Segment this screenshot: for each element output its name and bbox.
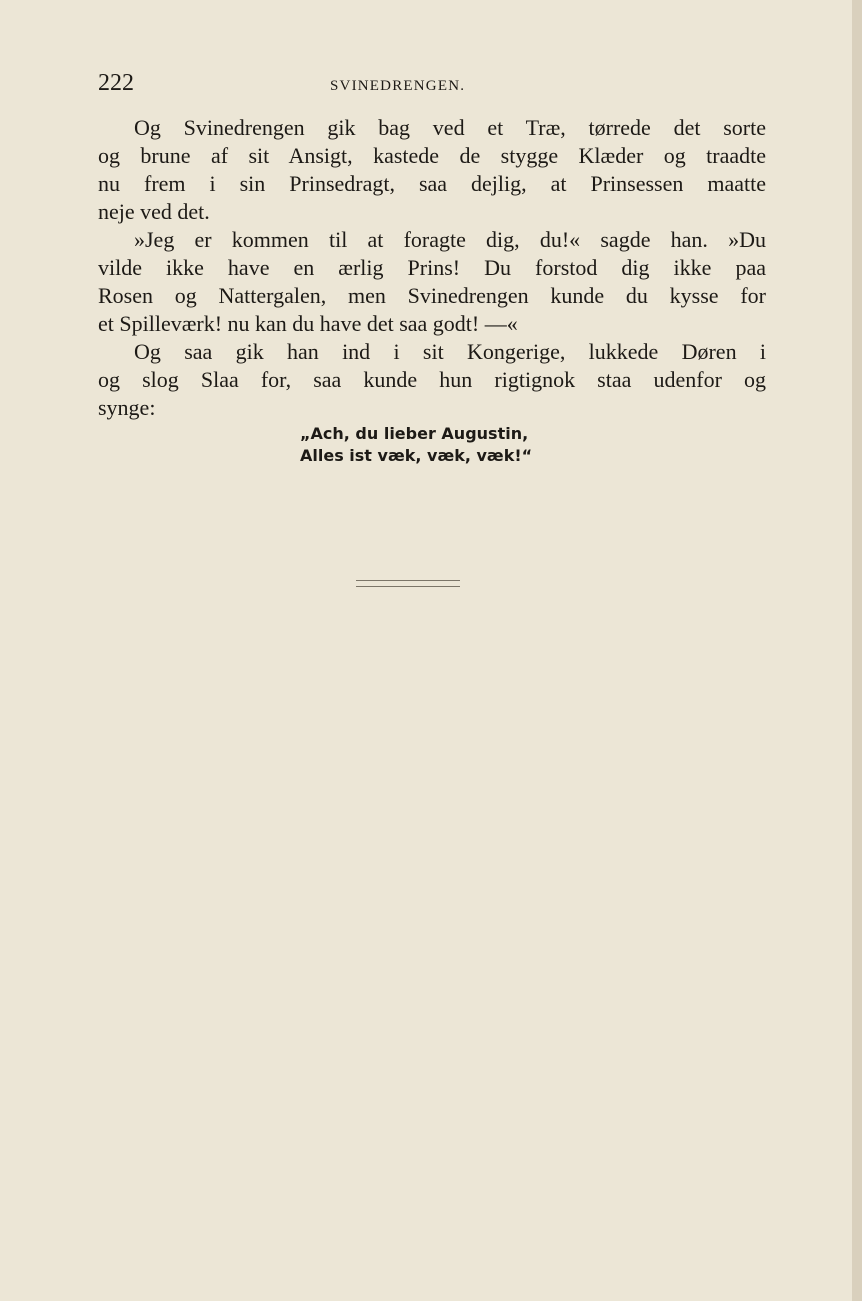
text-line: »Jeg er kommen til at foragte dig, du!« sagde han. »Du [134,227,766,252]
text-line: vilde ikke have en ærlig Prins! Du forstod dig ikke paa [98,255,766,280]
text-line: Rosen og Nattergalen, men Svinedrengen kunde du kysse for [98,283,766,308]
verse-line: „Ach, du lieber Augustin, [300,424,529,443]
text-line: Og saa gik han ind i sit Kongerige, lukkede Døren i [134,339,766,364]
text-line: neje ved det. [98,199,210,224]
body-text [98,114,766,422]
text-line: et Spilleværk! nu kan du have det saa godt! —« [98,311,518,336]
verse-line: Alles ist væk, væk, væk!“ [300,446,533,465]
text-line: nu frem i sin Prinsedragt, saa dejlig, at Prinsessen maatte [98,171,766,196]
running-head: SVINEDRENGEN. [330,78,466,94]
end-ornament-rule [356,580,460,587]
page-number: 222 [98,70,134,96]
verse-block [300,423,532,467]
text-line: og slog Slaa for, saa kunde hun rigtignok staa udenfor og [98,367,766,392]
text-line: og brune af sit Ansigt, kastede de stygge Klæder og traadte [98,143,766,168]
text-line: synge: [98,395,156,420]
page-edge-shadow [852,0,862,1301]
text-line: Og Svinedrengen gik bag ved et Træ, tørrede det sorte [134,115,766,140]
